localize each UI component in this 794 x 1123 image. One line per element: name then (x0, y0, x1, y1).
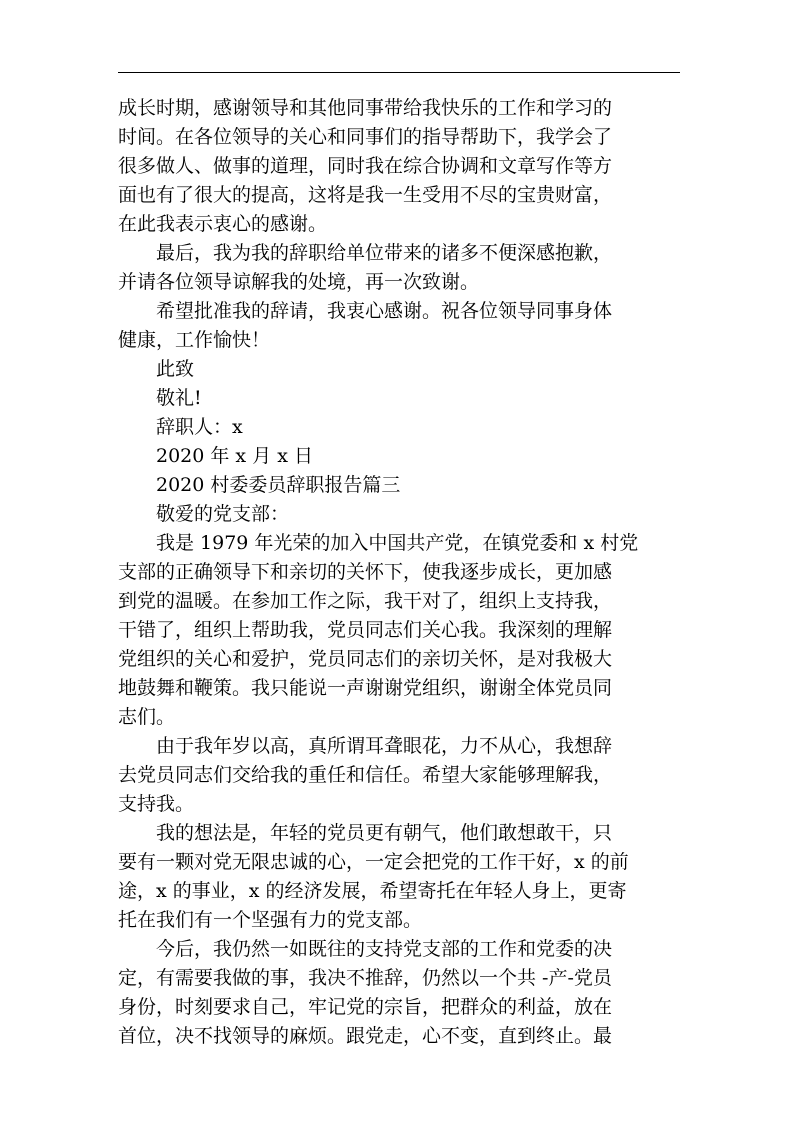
text-line: 很多做人、做事的道理，同时我在综合协调和文章写作等方 (118, 155, 613, 177)
text-line: 成长时期，感谢领导和其他同事带给我快乐的工作和学习的 (118, 97, 613, 119)
document-body (118, 94, 680, 1051)
text-line: 首位，决不找领导的麻烦。跟党走，心不变，直到终止。最 (118, 1025, 613, 1047)
text-line: 敬爱的党支部： (118, 503, 290, 525)
text-line: 在此我表示衷心的感谢。 (118, 213, 328, 235)
text-line: 2020 年 x 月 x 日 (118, 445, 313, 467)
text-line: 干错了，组织上帮助我，党员同志们关心我。我深刻的理解 (118, 619, 613, 641)
text-line: 去党员同志们交给我的重任和信任。希望大家能够理解我， (118, 764, 613, 786)
text-line: 今后，我仍然一如既往的支持党支部的工作和党委的决 (118, 938, 613, 960)
text-line: 并请各位领导谅解我的处境，再一次致谢。 (118, 271, 480, 293)
text-line: 最后，我为我的辞职给单位带来的诸多不便深感抱歉， (118, 242, 613, 264)
text-line: 我的想法是，年轻的党员更有朝气，他们敢想敢干，只 (118, 822, 613, 844)
text-line: 支部的正确领导下和亲切的关怀下，使我逐步成长，更加感 (118, 561, 613, 583)
header-rule (118, 72, 680, 73)
text-line: 时间。在各位领导的关心和同事们的指导帮助下，我学会了 (118, 126, 613, 148)
text-line: 身份，时刻要求自己，牢记党的宗旨，把群众的利益，放在 (118, 996, 613, 1018)
text-line: 面也有了很大的提高，这将是我一生受用不尽的宝贵财富， (118, 184, 613, 206)
text-line: 途，x 的事业，x 的经济发展，希望寄托在年轻人身上，更寄 (118, 880, 627, 902)
text-line: 敬礼! (118, 387, 202, 409)
text-line: 到党的温暖。在参加工作之际，我干对了，组织上支持我， (118, 590, 613, 612)
text-line: 支持我。 (118, 793, 195, 815)
text-line: 健康，工作愉快！ (118, 329, 271, 351)
text-line: 托在我们有一个坚强有力的党支部。 (118, 909, 423, 931)
text-line: 此致 (118, 358, 195, 380)
text-line: 辞职人：x (118, 416, 243, 438)
text-line: 2020 村委委员辞职报告篇三 (118, 474, 401, 496)
text-line: 党组织的关心和爱护，党员同志们的亲切关怀，是对我极大 (118, 648, 613, 670)
text-line: 要有一颗对党无限忠诚的心，一定会把党的工作干好，x 的前 (118, 851, 629, 873)
text-line: 地鼓舞和鞭策。我只能说一声谢谢党组织，谢谢全体党员同 (118, 677, 613, 699)
text-line: 希望批准我的辞请，我衷心感谢。祝各位领导同事身体 (118, 300, 613, 322)
text-line: 我是 1979 年光荣的加入中国共产党，在镇党委和 x 村党 (118, 532, 639, 554)
text-line: 志们。 (118, 706, 176, 728)
text-line: 由于我年岁以高，真所谓耳聋眼花，力不从心，我想辞 (118, 735, 613, 757)
text-line: 定，有需要我做的事，我决不推辞，仍然以一个共 -产-党员 (118, 967, 612, 989)
